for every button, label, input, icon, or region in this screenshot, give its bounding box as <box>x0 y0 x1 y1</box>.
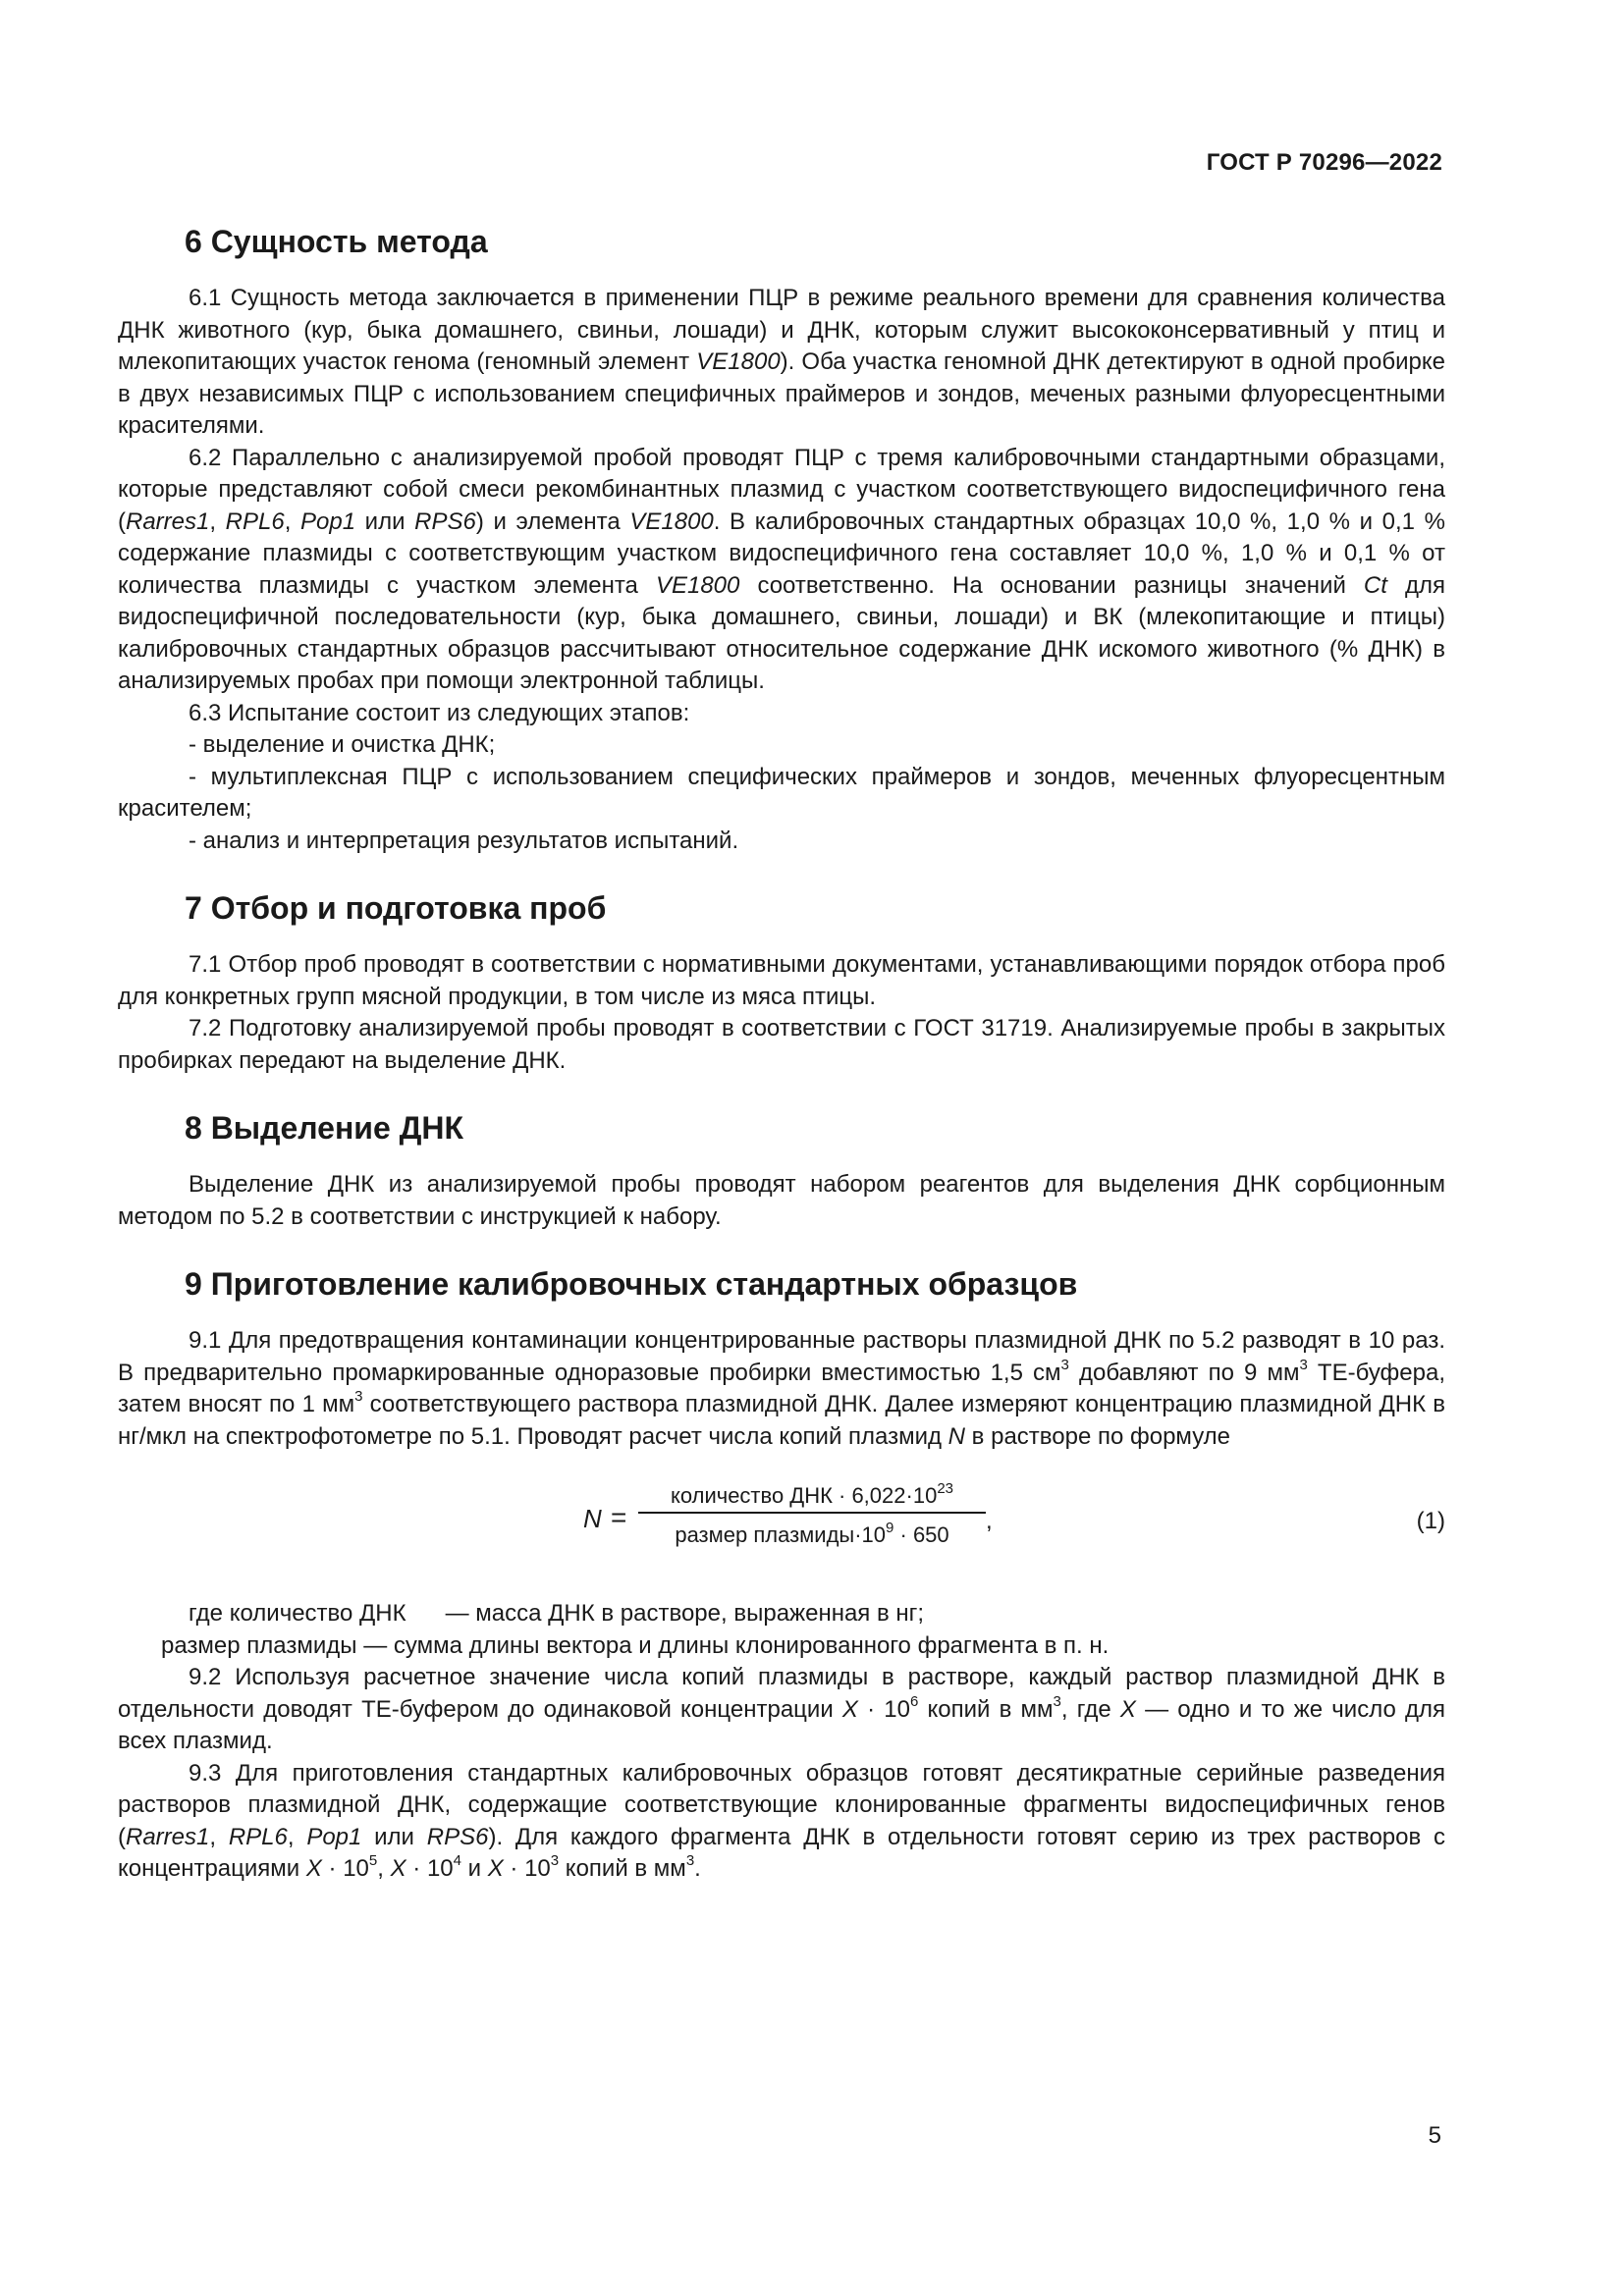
formula-number: (1) <box>1416 1508 1445 1534</box>
formula-numerator: количество ДНК · $6,022\cdot 10^{23}$ <box>638 1474 986 1514</box>
document-body <box>118 222 1445 1886</box>
list-item: - выделение и очистка ДНК; <box>189 731 496 758</box>
formula-where-2: размер плазмиды — сумма длины вектора и длины клонированного фрагмента в п. н. <box>161 1631 1110 1659</box>
formula-denominator: размер $плазмиды\cdot 10^9 \cdot 650$ <box>675 1519 949 1547</box>
document-header: ГОСТ Р 70296—2022 <box>1206 149 1442 176</box>
section-7-title: 7 Отбор и подготовка проб <box>185 890 607 926</box>
formula-where-1: где количество ДНК — масса ДНК в растворе, выраженная в нг; <box>189 1600 925 1627</box>
paragraph-6-1: 6.1 Сущность метода заключается в применении ПЦР в режиме реального времени для сравнения количества ДНК животного (кур, быка домашнего, свиньи, лошади) и ДНК, которым служит высококонсервативный у птиц и млекопитающих участок генома (геномный элемент VE1800). Оба участка геномной ДНК детектируют в одной пробирке в двух независимых ПЦР с использованием специфичных праймеров и зондов, меченых разными флуоресцентными красителями. <box>118 285 1445 439</box>
formula-1 <box>118 1474 1445 1584</box>
paragraph-7-2: 7.2 Подготовку анализируемой пробы проводят в соответствии с ГОСТ 31719. Анализируемые пробы в закрытых пробирках передают на выделение ДНК. <box>118 1015 1445 1074</box>
paragraph-9-3: 9.3 Для приготовления стандартных калибровочных образцов готовят десятикратные серийные разведения растворов плазмидной ДНК, содержащие соответствующие клонированные фрагменты видоспецифичных генов (Rarres1, RPL6, Pop1 или RPS6). Для каждого фрагмента ДНК в отдельности готовят серию из трех растворов с концентрациями $X \cdot 10^5$, $X \cdot 10^4$ и $X \cdot 10^3$ копий в $мм^3$. <box>118 1759 1446 1882</box>
formula-comma: , <box>986 1508 993 1534</box>
section-9-title: 9 Приготовление калибровочных стандартных образцов <box>185 1266 1078 1302</box>
section-6-title: 6 Сущность метода <box>185 224 488 259</box>
paragraph-6-2: 6.2 Параллельно с анализируемой пробой проводят ПЦР с тремя калибровочными стандартными образцами, которые представляют собой смеси рекомбинантных плазмид с участком соответствующего видоспецифичного гена (Rarres1, RPL6, Pop1 или RPS6) и элемента VE1800. В калибровочных стандартных образцах 10,0 %, 1,0 % и 0,1 % содержание плазмиды с соответствующим участком видоспецифичного гена составляет 10,0 %, 1,0 % и 0,1 % от количества плазмиды с участком элемента VE1800 соответственно. На основании разницы значений Ct для видоспецифичной последовательности (кур, быка домашнего, свиньи, лошади) и ВК (млекопитающие и птицы) калибровочных стандартных образцов рассчитывают относительное содержание ДНК искомого животного (% ДНК) в анализируемых пробах при помощи электронной таблицы. <box>118 444 1445 694</box>
paragraph-7-1: 7.1 Отбор проб проводят в соответствии с нормативными документами, устанавливающими порядок отбора проб для конкретных групп мясной продукции, в том числе из мяса птицы. <box>118 951 1445 1010</box>
formula-fraction <box>638 1474 986 1553</box>
paragraph-9-2: 9.2 Используя расчетное значение числа копий плазмиды в растворе, каждый раствор плазмидной ДНК в отдельности доводят ТЕ-буфером до одинаковой концентрации $X \cdot 10^6$ копий в $мм^3$, где X — одно и то же число для всех плазмид. <box>118 1664 1445 1754</box>
formula-equals: = <box>611 1502 627 1532</box>
page-number: 5 <box>1428 2122 1441 2149</box>
paragraph-6-3: 6.3 Испытание состоит из следующих этапов: <box>189 699 690 726</box>
paragraph-8-1: Выделение ДНК из анализируемой пробы проводят набором реагентов для выделения ДНК сорбционным методом по 5.2 в соответствии с инструкцией к набору. <box>118 1171 1445 1230</box>
formula-lhs: N <box>583 1504 602 1533</box>
list-item: - мультиплексная ПЦР с использованием специфических праймеров и зондов, меченных флуоресцентным красителем; <box>118 763 1445 822</box>
paragraph-9-1: 9.1 Для предотвращения контаминации концентрированные растворы плазмидной ДНК по 5.2 разводят в 10 раз. В предварительно промаркированные одноразовые пробирки вместимостью 1,5 $см^3$ добавляют по 9 $мм^3$ ТЕ-буфера, затем вносят по 1 $мм^3$ соответствующего раствора плазмидной ДНК. Далее измеряют концентрацию плазмидной ДНК в нг/мкл на спектрофотометре по 5.1. Проводят расчет числа копий плазмид N в растворе по формуле <box>118 1327 1446 1450</box>
list-item: - анализ и интерпретация результатов испытаний. <box>189 827 739 854</box>
section-8-title: 8 Выделение ДНК <box>185 1110 464 1146</box>
